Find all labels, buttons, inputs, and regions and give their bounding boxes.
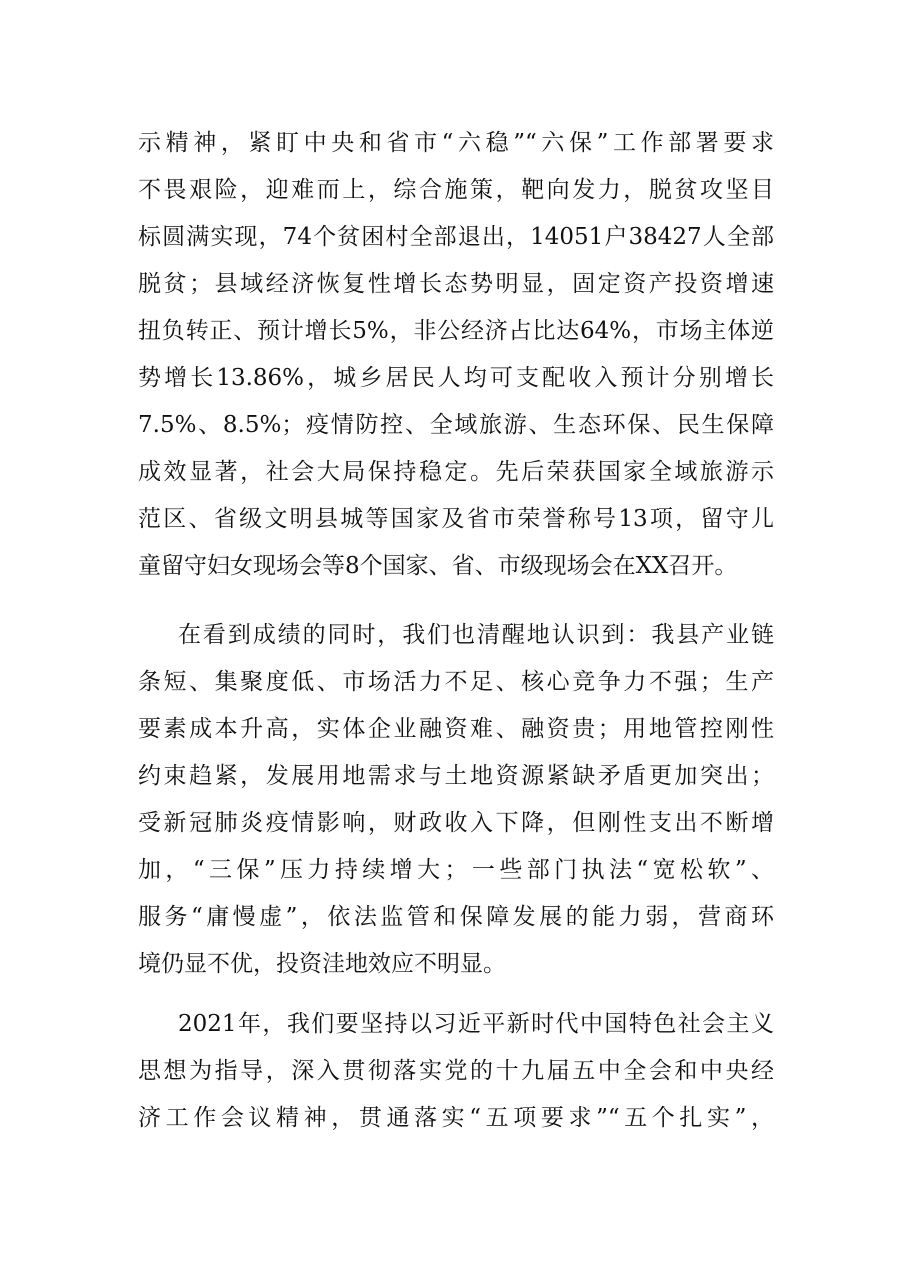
text-line: 童留守妇女现场会等8个国家、省、市级现场会在XX召开。	[138, 553, 738, 579]
text-line: 标圆满实现，74个贫困村全部退出，14051户38427人全部	[138, 224, 774, 250]
text-line: 受新冠肺炎疫情影响，财政收入下降，但刚性支出不断增	[138, 810, 774, 836]
text-line: 不畏艰险，迎难而上，综合施策，靶向发力，脱贫攻坚目	[138, 177, 774, 203]
text-line: 示精神，紧盯中央和省市“六稳”“六保”工作部署要求	[138, 130, 774, 156]
text-line: 境仍显不优，投资洼地效应不明显。	[138, 951, 506, 977]
paragraph-3	[138, 1001, 774, 1142]
text-line: 济工作会议精神，贯通落实“五项要求”“五个扎实”，	[138, 1105, 774, 1131]
paragraph-1	[138, 120, 774, 590]
paragraph-2	[138, 612, 774, 988]
text-line: 要素成本升高，实体企业融资难、融资贵；用地管控刚性	[138, 716, 774, 742]
text-line: 思想为指导，深入贯彻落实党的十九届五中全会和中央经	[138, 1058, 774, 1084]
text-line: 脱贫；县域经济恢复性增长态势明显，固定资产投资增速	[138, 271, 774, 297]
text-line: 7.5%、8.5%；疫情防控、全域旅游、生态环保、民生保障	[138, 412, 774, 438]
text-line: 2021年，我们要坚持以习近平新时代中国特色社会主义	[178, 1011, 774, 1037]
text-line: 势增长13.86%，城乡居民人均可支配收入预计分别增长	[138, 365, 774, 391]
text-line: 成效显著，社会大局保持稳定。先后荣获国家全域旅游示	[138, 459, 774, 485]
text-line: 加，“三保”压力持续增大；一些部门执法“宽松软”、	[138, 857, 774, 883]
text-line: 约束趋紧，发展用地需求与土地资源紧缺矛盾更加突出；	[138, 763, 774, 789]
text-line: 扭负转正、预计增长5%，非公经济占比达64%，市场主体逆	[138, 318, 774, 344]
text-line: 在看到成绩的同时，我们也清醒地认识到：我县产业链	[178, 622, 774, 648]
text-line: 条短、集聚度低、市场活力不足、核心竞争力不强；生产	[138, 669, 774, 695]
text-line: 服务“庸慢虚”，依法监管和保障发展的能力弱，营商环	[138, 904, 774, 930]
text-line: 范区、省级文明县城等国家及省市荣誉称号13项，留守儿	[138, 506, 774, 532]
